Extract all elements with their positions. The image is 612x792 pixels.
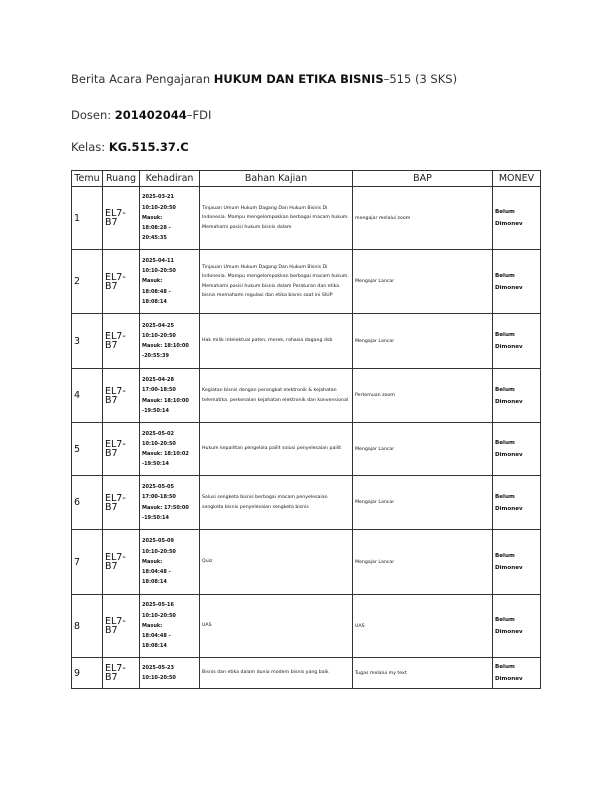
lecturer-suffix: –FDI xyxy=(186,108,212,122)
attendance-line: 10:10-20:50 xyxy=(142,548,176,555)
attendance-cell xyxy=(140,250,200,314)
attendance-line: Masuk: xyxy=(142,278,163,285)
material-cell: Quiz xyxy=(200,530,353,595)
attendance-line: Masuk: xyxy=(142,558,163,565)
attendance-line: Masuk: xyxy=(142,622,163,629)
meeting-number: 8 xyxy=(72,595,103,658)
lecturer-id: 201402044 xyxy=(114,108,187,122)
course-suffix: –515 (3 SKS) xyxy=(383,72,458,86)
material-cell: Solusi sengketa bisnis berbagai macam penyelesaian sengketa bisnis penyelesaian sengketa bisnis xyxy=(200,476,353,530)
material-cell: Tinjauan Umum Hukum Dagang Dan Hukum Bisnis Di Indonesia. Mampu mengelompokkan berbagai macam hukum. Memahami posisi hukum bisnis dalam xyxy=(200,187,353,250)
class-code: KG.515.37.C xyxy=(108,140,189,154)
col-header-bap: BAP xyxy=(353,171,493,187)
attendance-line: Masuk: 18:10:00 xyxy=(142,397,189,404)
bap-cell: Tugas melalui my text xyxy=(353,658,493,689)
bap-cell: Mengajar Lancar xyxy=(353,314,493,369)
meeting-number: 9 xyxy=(72,658,103,689)
room-cell: EL7-B7 xyxy=(103,314,140,369)
attendance-line: -20:55:39 xyxy=(142,353,169,360)
attendance-line: 2025-03-21 xyxy=(142,194,174,201)
room-cell: EL7-B7 xyxy=(103,369,140,423)
room-cell: EL7-B7 xyxy=(103,423,140,476)
meeting-number: 3 xyxy=(72,314,103,369)
table-row xyxy=(72,187,541,250)
course-name: HUKUM DAN ETIKA BISNIS xyxy=(213,72,384,86)
attendance-line: 20:45:35 xyxy=(142,235,167,242)
monev-status: Belum Dimonev xyxy=(493,423,541,476)
attendance-line: 2025-05-09 xyxy=(142,538,174,545)
attendance-cell xyxy=(140,658,200,689)
attendance-line: Masuk: xyxy=(142,214,163,221)
room-cell: EL7-B7 xyxy=(103,476,140,530)
col-header-bahan-kajian: Bahan Kajian xyxy=(200,171,353,187)
attendance-line: 10:10-20:50 xyxy=(142,268,176,275)
attendance-cell xyxy=(140,476,200,530)
table-row xyxy=(72,250,541,314)
material-cell: Hak milik intelektual paten, merek, rahasia dagang dsb xyxy=(200,314,353,369)
attendance-line: 18:08:14 xyxy=(142,643,167,650)
bap-cell: Mengajar Lancar xyxy=(353,250,493,314)
attendance-line: 17:00-18:50 xyxy=(142,494,176,501)
table-row xyxy=(72,314,541,369)
attendance-line: Masuk: 17:50:00 xyxy=(142,504,189,511)
attendance-line: 2025-04-11 xyxy=(142,257,174,264)
table-header-row xyxy=(72,171,541,187)
bap-cell: UAS xyxy=(353,595,493,658)
table-row xyxy=(72,530,541,595)
monev-status: Belum Dimonev xyxy=(493,595,541,658)
room-cell: EL7-B7 xyxy=(103,658,140,689)
attendance-line: 18:04:48 - xyxy=(142,633,171,640)
table-row xyxy=(72,476,541,530)
material-cell: Tinjauan Umum Hukum Dagang Dan Hukum Bisnis Di Indonesia. Mampu mengelompokkan berbagai macam hukum. Memahami posisi hukum bisnis dalam Peraturan dan etika bisnis memahami regulasi dan etika bisnis saat ini SIUP xyxy=(200,250,353,314)
meeting-number: 6 xyxy=(72,476,103,530)
col-header-kehadiran: Kehadiran xyxy=(140,171,200,187)
bap-cell: mengajar melalui zoom xyxy=(353,187,493,250)
bap-cell: Mengajar Lancar xyxy=(353,476,493,530)
col-header-monev: MONEV xyxy=(493,171,541,187)
attendance-cell xyxy=(140,530,200,595)
meeting-number: 1 xyxy=(72,187,103,250)
room-cell: EL7-B7 xyxy=(103,530,140,595)
material-cell: Kegiatan bisnis dengan perangkat elektronik & kejahatan telematika. perkenalan kejahatan elektronik dan konvensional xyxy=(200,369,353,423)
attendance-line: 2025-05-05 xyxy=(142,484,174,491)
attendance-line: 18:08:14 xyxy=(142,298,167,305)
monev-status: Belum Dimonev xyxy=(493,250,541,314)
attendance-line: -19:50:14 xyxy=(142,461,169,468)
attendance-cell xyxy=(140,314,200,369)
attendance-line: -19:50:14 xyxy=(142,407,169,414)
attendance-line: 10:10-20:50 xyxy=(142,204,176,211)
attendance-cell xyxy=(140,369,200,423)
attendance-line: 2025-04-25 xyxy=(142,322,174,329)
material-cell: Hukum kepailitan pengelola pailit solusi penyelesaian pailit xyxy=(200,423,353,476)
attendance-line: 10:10-20:50 xyxy=(142,612,176,619)
attendance-line: 2025-05-16 xyxy=(142,602,174,609)
attendance-line: 18:08:48 - xyxy=(142,288,171,295)
material-cell: UAS xyxy=(200,595,353,658)
attendance-line: 17:00-18:50 xyxy=(142,387,176,394)
attendance-line: 10:10-20:50 xyxy=(142,440,176,447)
monev-status: Belum Dimonev xyxy=(493,369,541,423)
monev-status: Belum Dimonev xyxy=(493,476,541,530)
attendance-line: 2025-05-23 xyxy=(142,664,174,671)
attendance-line: 18:08:28 - xyxy=(142,225,171,232)
room-cell: EL7-B7 xyxy=(103,187,140,250)
attendance-line: 18:04:48 - xyxy=(142,569,171,576)
attendance-line: -19:50:14 xyxy=(142,514,169,521)
monev-status: Belum Dimonev xyxy=(493,530,541,595)
col-header-ruang: Ruang xyxy=(103,171,140,187)
attendance-line: 10:10-20:50 xyxy=(142,675,176,681)
page-title xyxy=(71,72,457,86)
attendance-line: Masuk: 18:10:02 xyxy=(142,451,189,457)
attendance-line: Masuk: 18:10:00 xyxy=(142,343,189,349)
room-cell: EL7-B7 xyxy=(103,595,140,658)
attendance-table xyxy=(71,170,541,689)
title-prefix: Berita Acara Pengajaran xyxy=(71,72,214,86)
table-row xyxy=(72,423,541,476)
attendance-cell xyxy=(140,187,200,250)
attendance-line: 10:10-20:50 xyxy=(142,332,176,339)
attendance-line: 2025-05-02 xyxy=(142,430,174,437)
attendance-line: 2025-04-28 xyxy=(142,377,174,384)
class-label: Kelas: xyxy=(71,140,109,154)
table-row xyxy=(72,658,541,689)
bap-cell: Pertemuan zoom xyxy=(353,369,493,423)
table-row xyxy=(72,369,541,423)
col-header-temu: Temu xyxy=(72,171,103,187)
lecturer-line xyxy=(71,108,211,122)
attendance-line: 18:08:14 xyxy=(142,579,167,586)
monev-status: Belum Dimonev xyxy=(493,658,541,689)
material-cell: Bisnis dan etika dalam dunia modern bisnis yang baik xyxy=(200,658,353,689)
lecturer-label: Dosen: xyxy=(71,108,115,122)
monev-status: Belum Dimonev xyxy=(493,187,541,250)
bap-cell: Mengajar Lancar xyxy=(353,423,493,476)
attendance-cell xyxy=(140,595,200,658)
meeting-number: 7 xyxy=(72,530,103,595)
monev-status: Belum Dimonev xyxy=(493,314,541,369)
table-row xyxy=(72,595,541,658)
meeting-number: 4 xyxy=(72,369,103,423)
room-cell: EL7-B7 xyxy=(103,250,140,314)
class-line xyxy=(71,140,189,154)
meeting-number: 2 xyxy=(72,250,103,314)
bap-cell: Mengajar Lancar xyxy=(353,530,493,595)
attendance-cell xyxy=(140,423,200,476)
meeting-number: 5 xyxy=(72,423,103,476)
